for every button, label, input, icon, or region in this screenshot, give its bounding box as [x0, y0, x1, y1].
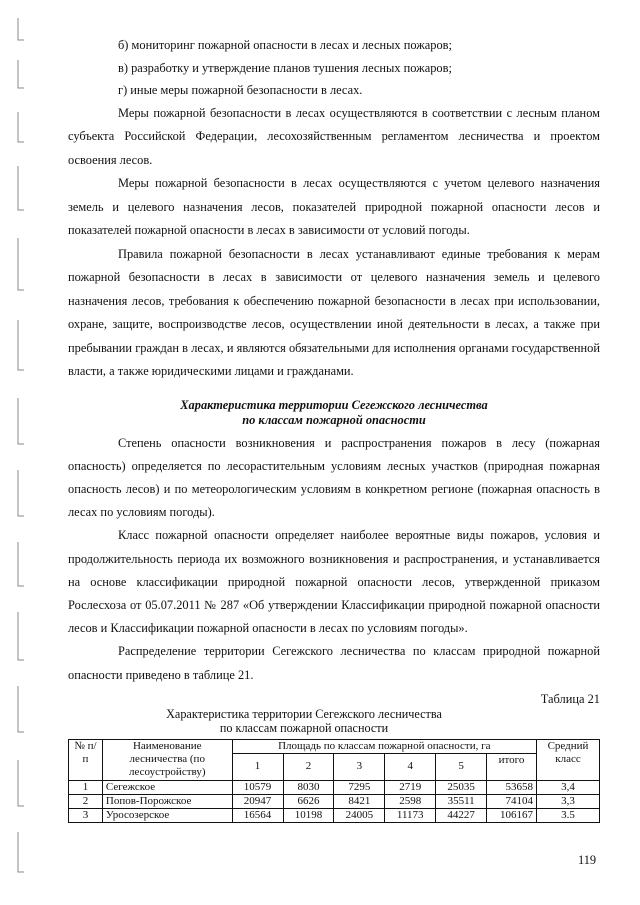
list-item-b: б) мониторинг пожарной опасности в лесах и лесных пожаров; [118, 38, 452, 52]
cell-class-5: 25035 [436, 780, 487, 794]
cell-num: 3 [69, 808, 103, 822]
cell-avg: 3,4 [537, 780, 600, 794]
binding-margin-marks [0, 0, 30, 905]
cell-class-3: 8421 [334, 794, 385, 808]
header-area-group: Площадь по классам пожарной опасности, га [232, 739, 536, 753]
cell-num: 2 [69, 794, 103, 808]
cell-total: 74104 [487, 794, 537, 808]
header-avg-class: Средний класс [537, 739, 600, 780]
fire-class-table [68, 739, 600, 823]
table-row [69, 780, 600, 794]
paragraph-fire-danger-degree: Степень опасности возникновения и распространения пожаров в лесу (пожарная опасность) определяется по лесорастительным условиям лесных участков (природная пожарная опасность лесов) и по метеорологическим условиям в конкретном регионе (пожарная опасность в лесах по условиям погоды). [68, 435, 600, 520]
cell-class-5: 35511 [436, 794, 487, 808]
cell-class-4: 2719 [385, 780, 436, 794]
section-title [68, 398, 600, 428]
header-class-3: 3 [334, 753, 385, 780]
cell-name: Уросозерское [102, 808, 232, 822]
table-title-line-2: по классам пожарной опасности [219, 720, 389, 735]
cell-name: Сегежское [102, 780, 232, 794]
cell-avg: 3,3 [537, 794, 600, 808]
header-total: итого [487, 753, 537, 780]
cell-class-2: 10198 [283, 808, 334, 822]
table-row [69, 794, 600, 808]
section-title-line-1: Характеристика территории Сегежского лесничества [180, 397, 488, 412]
cell-class-1: 20947 [232, 794, 283, 808]
cell-class-2: 8030 [283, 780, 334, 794]
header-num: № п/п [69, 739, 103, 780]
cell-class-1: 10579 [232, 780, 283, 794]
header-class-4: 4 [385, 753, 436, 780]
cell-total: 106167 [487, 808, 537, 822]
cell-avg: 3.5 [537, 808, 600, 822]
paragraph-fire-measures-purpose: Меры пожарной безопасности в лесах осуществляются с учетом целевого назначения земель и целевого назначения лесов, показателей природной пожарной опасности лесов и показателей пожарной опасности в лесах в зависимости от условий погоды. [68, 176, 600, 237]
page-number: 119 [578, 853, 597, 867]
header-class-1: 1 [232, 753, 283, 780]
cell-name: Попов-Порожское [102, 794, 232, 808]
header-class-2: 2 [283, 753, 334, 780]
cell-total: 53658 [487, 780, 537, 794]
cell-class-2: 6626 [283, 794, 334, 808]
table-label: Таблица 21 [540, 691, 600, 706]
table-title-line-1: Характеристика территории Сегежского лесничества [166, 706, 442, 721]
paragraph-fire-danger-class: Класс пожарной опасности определяет наиболее вероятные виды пожаров, условия и продолжительность периода их возможного возникновения и распространения, и устанавливается на основе классификации природной пожарной опасности лесов, утвержденной приказом Рослесхоза от 05.07.2011 № 287 «Об утверждении Классификации природной пожарной опасности лесов и Классификации пожарной опасности в лесах по условиям погоды». [68, 528, 600, 636]
list-item-d: г) иные меры пожарной безопасности в лесах. [118, 83, 363, 97]
section-title-line-2: по классам пожарной опасности [242, 412, 426, 427]
cell-class-1: 16564 [232, 808, 283, 822]
paragraph-fire-safety-rules: Правила пожарной безопасности в лесах устанавливают единые требования к мерам пожарной безопасности в лесах в зависимости от целевого назначения земель и целевого назначения лесов, требования к обеспечению пожарной безопасности в лесах при использовании, охране, защите, воспроизводстве лесов, осуществлении иной деятельности в лесах, а также при пребывании граждан в лесах, и являются обязательными для исполнения органами государственной власти, а также юридическими лицами и гражданами. [68, 246, 600, 378]
paragraph-table-reference: Распределение территории Сегежского лесничества по классам природной пожарной опасности приведено в таблице 21. [68, 644, 600, 682]
header-class-5: 5 [436, 753, 487, 780]
table-row [69, 808, 600, 822]
cell-class-3: 7295 [334, 780, 385, 794]
cell-class-3: 24005 [334, 808, 385, 822]
cell-class-4: 2598 [385, 794, 436, 808]
cell-class-4: 11173 [385, 808, 436, 822]
header-name: Наименование лесничества (по лесоустройству) [102, 739, 232, 780]
page-content [68, 34, 600, 823]
list-item-c: в) разработку и утверждение планов тушения лесных пожаров; [118, 60, 452, 75]
cell-class-5: 44227 [436, 808, 487, 822]
paragraph-fire-measures-plan: Меры пожарной безопасности в лесах осуществляются в соответствии с лесным планом субъекта Российской Федерации, лесохозяйственным регламентом лесничества и проектом освоения лесов. [68, 105, 600, 167]
cell-num: 1 [69, 780, 103, 794]
